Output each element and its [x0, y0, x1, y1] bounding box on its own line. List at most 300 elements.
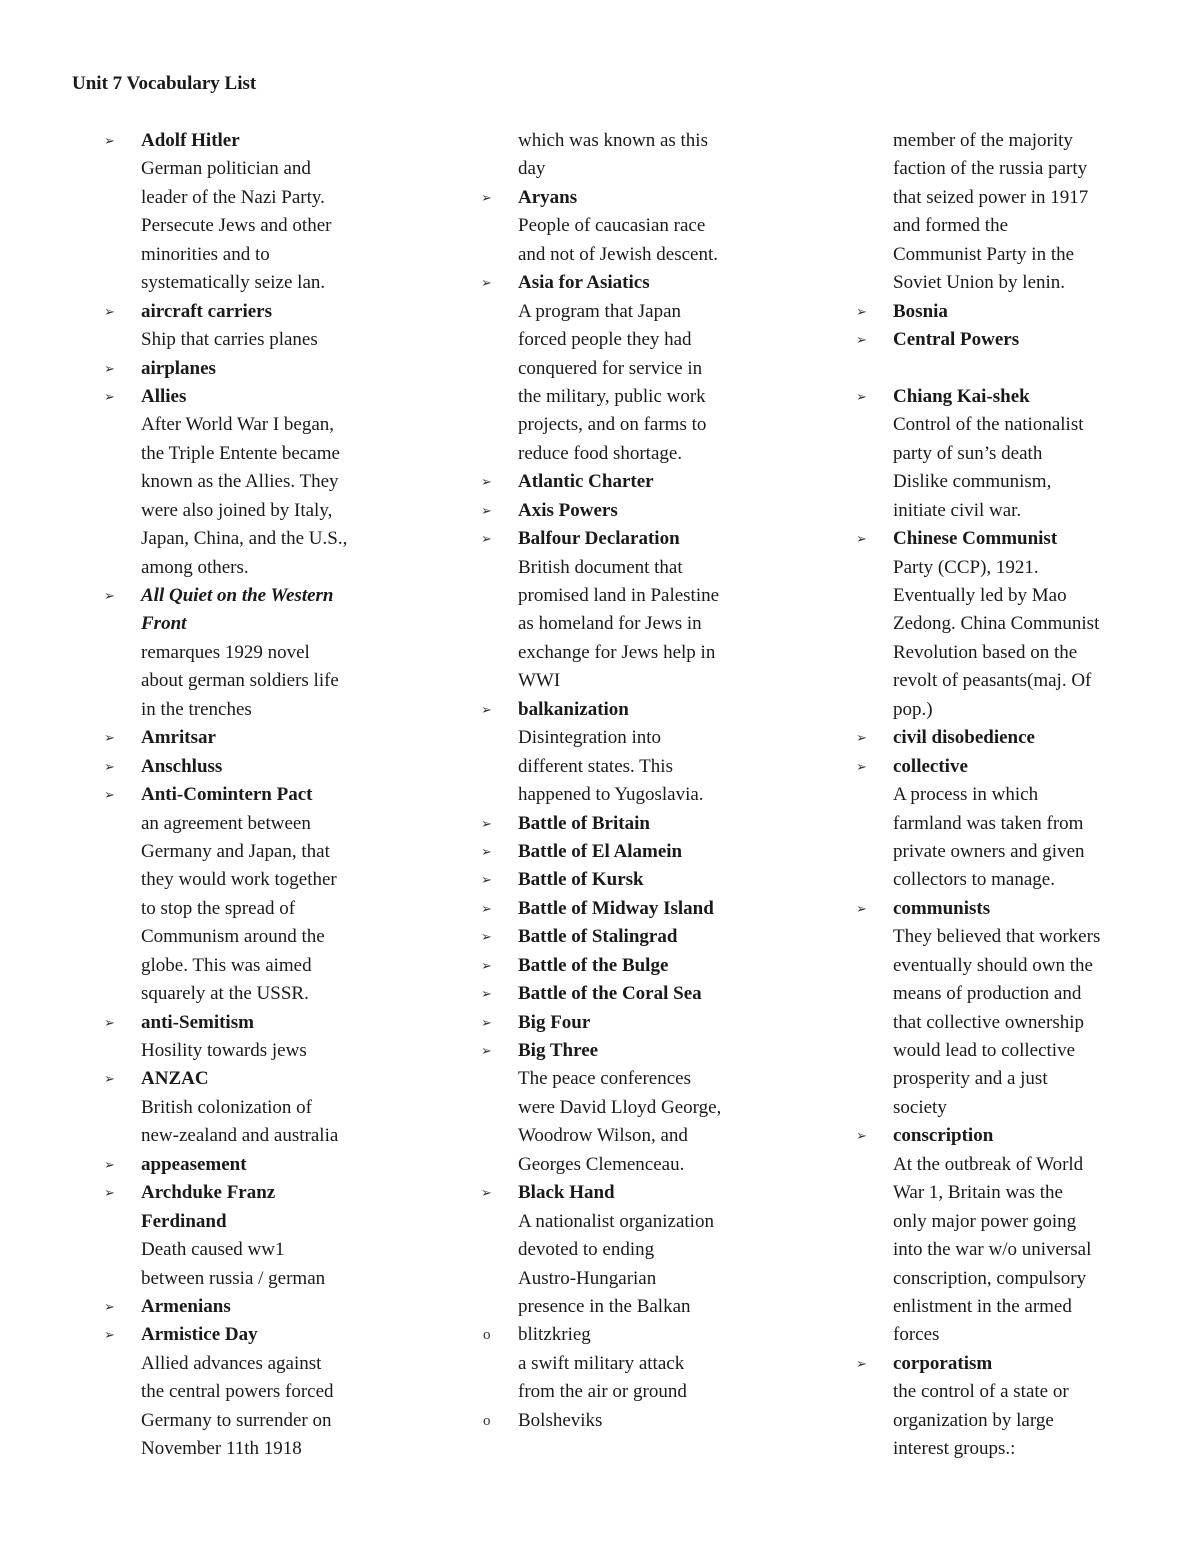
vocab-definition-text: squarely at the USSR.: [141, 983, 309, 1005]
vocab-list-item: [481, 497, 731, 525]
vocab-line: [856, 1378, 1106, 1406]
vocab-line: [481, 411, 731, 439]
arrow-bullet-icon: ➢: [104, 1156, 115, 1172]
vocab-list-item: [104, 1179, 354, 1207]
vocab-definition-text: happened to Yugoslavia.: [518, 784, 704, 806]
vocab-definition-text: Germany and Japan, that: [141, 840, 330, 862]
vocab-line: [104, 980, 354, 1008]
vocab-line: [856, 1293, 1106, 1321]
page-title: Unit 7 Vocabulary List: [72, 73, 257, 94]
vocab-definition-text: Zedong. China Communist: [893, 613, 1100, 635]
arrow-bullet-icon: ➢: [104, 133, 115, 148]
vocab-term: Armistice Day: [141, 1324, 258, 1346]
vocab-line: [856, 1321, 1106, 1349]
vocab-line: [856, 639, 1106, 667]
vocab-line: [104, 866, 354, 894]
vocab-term: Atlantic Charter: [518, 471, 654, 493]
vocab-list-item: [104, 298, 354, 326]
vocab-column-3: [856, 127, 1106, 1464]
vocab-term: ANZAC: [141, 1068, 209, 1090]
vocab-list-item: [104, 781, 354, 809]
vocab-line: [104, 411, 354, 439]
vocab-list-item: [856, 1122, 1106, 1150]
arrow-bullet-icon: ➢: [104, 303, 115, 319]
vocab-definition-text: leader of the Nazi Party.: [141, 186, 325, 208]
vocab-definition-text: society: [893, 1096, 947, 1118]
vocab-definition-text: an agreement between: [141, 812, 311, 834]
vocab-list-item: [481, 923, 731, 951]
vocab-line: [104, 1094, 354, 1122]
vocab-term: Central Powers: [893, 329, 1020, 351]
vocab-list-item: [481, 838, 731, 866]
vocab-list-item: [481, 866, 731, 894]
vocab-definition-text: eventually should own the: [893, 954, 1093, 976]
vocab-line: [104, 639, 354, 667]
circle-bullet-icon: o: [483, 1327, 491, 1344]
vocab-definition-text: Persecute Jews and other: [141, 215, 332, 237]
vocab-term: Front: [141, 613, 187, 635]
vocab-definition-text: new-zealand and australia: [141, 1125, 339, 1147]
vocab-line: [481, 1293, 731, 1321]
vocab-line: [856, 1236, 1106, 1264]
vocab-line: [104, 1378, 354, 1406]
arrow-bullet-icon: ➢: [481, 872, 492, 888]
arrow-bullet-icon: ➢: [481, 189, 492, 205]
arrow-bullet-icon: ➢: [856, 1128, 867, 1144]
vocab-definition-text: forced people they had: [518, 329, 692, 351]
vocab-line: [481, 155, 731, 183]
vocab-line: [856, 1265, 1106, 1293]
vocab-definition-text: different states. This: [518, 755, 673, 777]
vocab-list-item: [856, 1350, 1106, 1378]
arrow-bullet-icon: ➢: [104, 360, 115, 376]
vocab-line: [856, 1179, 1106, 1207]
vocab-definition-text: Death caused ww1: [141, 1239, 285, 1261]
vocab-line: [481, 326, 731, 354]
vocab-line: [104, 1265, 354, 1293]
vocab-list-item: [856, 298, 1106, 326]
vocab-term: corporatism: [893, 1352, 993, 1374]
arrow-bullet-icon: ➢: [104, 1071, 115, 1087]
arrow-bullet-icon: ➢: [481, 1185, 492, 1201]
vocab-list-item: [104, 1151, 354, 1179]
arrow-bullet-icon: ➢: [856, 531, 867, 547]
vocab-list-item: [856, 895, 1106, 923]
vocab-term: aircraft carriers: [141, 300, 272, 322]
vocab-definition-text: and not of Jewish descent.: [518, 243, 718, 265]
vocab-definition-text: reduce food shortage.: [518, 442, 683, 464]
vocab-list-item: [104, 724, 354, 752]
vocab-line: [856, 810, 1106, 838]
vocab-line: [481, 1236, 731, 1264]
vocab-line: [856, 127, 1106, 155]
vocab-definition-text: the control of a state or: [893, 1381, 1069, 1403]
vocab-line: [104, 838, 354, 866]
arrow-bullet-icon: ➢: [104, 730, 115, 746]
arrow-bullet-icon: ➢: [481, 474, 492, 490]
vocab-line: [856, 781, 1106, 809]
vocab-definition-text: revolt of peasants(maj. Of: [893, 670, 1092, 692]
vocab-line: [104, 610, 354, 638]
vocab-list-item: [856, 383, 1106, 411]
arrow-bullet-icon: ➢: [856, 900, 867, 916]
arrow-bullet-icon: ➢: [856, 1355, 867, 1371]
vocab-line: [104, 241, 354, 269]
vocab-line: [481, 1065, 731, 1093]
vocab-list-item: [104, 1293, 354, 1321]
vocab-list-item: [481, 1009, 731, 1037]
vocab-column-1: [104, 127, 354, 1464]
vocab-line: [856, 497, 1106, 525]
vocab-list-item: [481, 895, 731, 923]
vocab-line: [481, 1094, 731, 1122]
vocab-definition-text: which was known as this: [518, 130, 708, 151]
vocab-list-item: [481, 810, 731, 838]
vocab-definition-text: They believed that workers: [893, 926, 1101, 948]
vocab-line: [481, 127, 731, 155]
vocab-line: [104, 895, 354, 923]
vocab-line: [856, 923, 1106, 951]
vocab-line: [104, 155, 354, 183]
vocab-list-item: [856, 753, 1106, 781]
vocab-definition-text: a swift military attack: [518, 1352, 685, 1374]
vocab-term: Chiang Kai-shek: [893, 385, 1030, 407]
vocab-line: [856, 241, 1106, 269]
vocab-definition-text: means of production and: [893, 983, 1082, 1005]
vocab-definition-text: British colonization of: [141, 1096, 312, 1118]
vocab-term: All Quiet on the Western: [141, 585, 334, 606]
vocab-list-item: [481, 1037, 731, 1065]
vocab-definition-text: Germany to surrender on: [141, 1409, 332, 1431]
vocab-term: Aryans: [518, 186, 578, 208]
vocab-term: Axis Powers: [518, 499, 618, 521]
vocab-definition-text: only major power going: [893, 1210, 1077, 1232]
vocab-line: [104, 1037, 354, 1065]
vocab-line: [481, 610, 731, 638]
vocab-term: Archduke Franz: [141, 1182, 276, 1204]
vocab-line: [481, 355, 731, 383]
vocab-definition-text: and formed the: [893, 215, 1009, 237]
vocab-definition-text: as homeland for Jews in: [518, 613, 702, 635]
vocab-line: [104, 923, 354, 951]
vocab-line: [104, 667, 354, 695]
vocab-line: [104, 1236, 354, 1264]
vocab-definition-text: enlistment in the armed: [893, 1295, 1072, 1317]
vocab-definition-text: collectors to manage.: [893, 869, 1055, 891]
vocab-line: [104, 1407, 354, 1435]
vocab-term: Battle of the Coral Sea: [518, 983, 702, 1005]
vocab-term: Big Three: [518, 1040, 599, 1061]
vocab-column-2: [481, 127, 731, 1435]
vocab-line: [856, 212, 1106, 240]
vocab-term: Battle of the Bulge: [518, 954, 669, 976]
vocab-term: appeasement: [141, 1153, 247, 1175]
arrow-bullet-icon: ➢: [481, 986, 492, 1002]
vocab-line: [481, 582, 731, 610]
vocab-definition-text: interest groups.:: [893, 1438, 1016, 1460]
vocab-term: Armenians: [141, 1295, 231, 1317]
vocab-line: [856, 184, 1106, 212]
vocab-list-item: [481, 269, 731, 297]
vocab-term: civil disobedience: [893, 727, 1035, 749]
vocab-definition-text: WWI: [518, 670, 561, 692]
vocab-line: [856, 980, 1106, 1008]
vocab-list-item: [481, 1407, 731, 1435]
vocab-line: [104, 212, 354, 240]
vocab-definition-text: the central powers forced: [141, 1381, 334, 1403]
vocab-line: [104, 1122, 354, 1150]
vocab-definition-text: Woodrow Wilson, and: [518, 1125, 688, 1147]
vocab-line: [856, 1208, 1106, 1236]
vocab-term: Anschluss: [141, 755, 223, 777]
arrow-bullet-icon: ➢: [481, 1043, 492, 1058]
vocab-term: Allies: [141, 385, 187, 407]
vocab-line: [104, 1435, 354, 1463]
vocab-definition-text: Ship that carries planes: [141, 329, 318, 351]
vocab-definition-text: War 1, Britain was the: [893, 1182, 1063, 1204]
vocab-definition-text: that seized power in 1917: [893, 186, 1089, 208]
vocab-line: [104, 184, 354, 212]
vocab-list-item: [856, 724, 1106, 752]
vocab-list-item: [481, 952, 731, 980]
vocab-list-item: [104, 1321, 354, 1349]
vocab-definition-text: devoted to ending: [518, 1239, 655, 1261]
arrow-bullet-icon: ➢: [481, 275, 492, 291]
vocab-list-item: [481, 1179, 731, 1207]
vocab-line: [481, 554, 731, 582]
vocab-list-item: [856, 525, 1106, 553]
arrow-bullet-icon: ➢: [104, 1014, 115, 1030]
vocab-line: [104, 1350, 354, 1378]
vocab-definition-text: Soviet Union by lenin.: [893, 272, 1066, 294]
vocab-line: [481, 440, 731, 468]
vocab-line: [104, 440, 354, 468]
vocab-definition-text: initiate civil war.: [893, 499, 1022, 521]
vocab-list-item: [856, 326, 1106, 354]
vocab-term: Chinese Communist: [893, 528, 1058, 550]
vocab-definition-text: Party (CCP), 1921.: [893, 556, 1039, 578]
vocab-definition-text: they would work together: [141, 869, 337, 891]
vocab-line: [481, 1208, 731, 1236]
vocab-definition-text: exchange for Jews help in: [518, 641, 716, 663]
vocab-line: [481, 1265, 731, 1293]
vocab-definition-text: Control of the nationalist: [893, 414, 1084, 436]
vocab-definition-text: blitzkrieg: [518, 1324, 591, 1346]
vocab-definition-text: the Triple Entente became: [141, 442, 340, 464]
vocab-definition-text: Japan, China, and the U.S.,: [141, 528, 348, 550]
vocab-line: [856, 952, 1106, 980]
vocab-definition-text: Austro-Hungarian: [518, 1267, 657, 1289]
vocab-definition-text: British document that: [518, 556, 683, 578]
vocab-definition-text: globe. This was aimed: [141, 954, 312, 976]
vocab-term: anti-Semitism: [141, 1011, 254, 1033]
vocab-line: [104, 1208, 354, 1236]
vocab-line: [856, 355, 1106, 383]
vocab-definition-text: minorities and to: [141, 243, 270, 265]
vocab-definition-text: party of sun’s death: [893, 442, 1043, 464]
vocab-definition-text: were also joined by Italy,: [141, 499, 333, 521]
vocab-definition-text: day: [518, 158, 546, 180]
vocab-line: [104, 525, 354, 553]
vocab-line: [856, 269, 1106, 297]
vocab-line: [856, 1065, 1106, 1093]
vocab-definition-text: Disintegration into: [518, 727, 662, 749]
arrow-bullet-icon: ➢: [104, 588, 115, 603]
vocab-definition-text: in the trenches: [141, 698, 252, 720]
vocab-definition-text: projects, and on farms to: [518, 414, 707, 436]
vocab-term: Big Four: [518, 1011, 591, 1033]
vocab-line: [104, 554, 354, 582]
vocab-definition-text: The peace conferences: [518, 1068, 691, 1090]
vocab-line: [856, 1407, 1106, 1435]
vocab-line: [104, 952, 354, 980]
vocab-definition-text: Communist Party in the: [893, 243, 1075, 265]
arrow-bullet-icon: ➢: [481, 900, 492, 916]
vocab-line: [104, 696, 354, 724]
vocab-term: collective: [893, 755, 968, 777]
vocab-definition-text: A program that Japan: [518, 300, 682, 322]
vocab-definition-text: from the air or ground: [518, 1381, 687, 1403]
arrow-bullet-icon: ➢: [104, 787, 115, 803]
vocab-definition-text: farmland was taken from: [893, 812, 1084, 834]
vocab-definition-text: Bolsheviks: [518, 1409, 603, 1431]
vocab-line: [481, 753, 731, 781]
vocab-definition-text: organization by large: [893, 1409, 1054, 1431]
vocab-term: airplanes: [141, 357, 216, 379]
vocab-definition-text: A process in which: [893, 784, 1039, 806]
vocab-line: [856, 554, 1106, 582]
vocab-line: [856, 1037, 1106, 1065]
vocab-list-item: [104, 582, 354, 610]
vocab-line: [481, 298, 731, 326]
arrow-bullet-icon: ➢: [481, 502, 492, 518]
arrow-bullet-icon: ➢: [856, 388, 867, 404]
vocab-list-item: [104, 355, 354, 383]
arrow-bullet-icon: ➢: [856, 303, 867, 319]
arrow-bullet-icon: ➢: [856, 758, 867, 774]
vocab-term: Black Hand: [518, 1182, 615, 1204]
vocab-line: [104, 326, 354, 354]
vocab-line: [481, 781, 731, 809]
circle-bullet-icon: o: [483, 1412, 491, 1429]
vocab-line: [104, 497, 354, 525]
vocab-line: [856, 1435, 1106, 1463]
vocab-definition-text: German politician and: [141, 158, 311, 180]
arrow-bullet-icon: ➢: [481, 843, 492, 859]
vocab-line: [856, 866, 1106, 894]
vocab-definition-text: Hosility towards jews: [141, 1040, 307, 1061]
arrow-bullet-icon: ➢: [856, 332, 867, 348]
vocab-definition-text: Dislike communism,: [893, 471, 1052, 493]
vocab-definition-text: Eventually led by Mao: [893, 585, 1067, 606]
arrow-bullet-icon: ➢: [481, 815, 492, 831]
vocab-line: [856, 610, 1106, 638]
vocab-definition-text: member of the majority: [893, 130, 1073, 151]
arrow-bullet-icon: ➢: [481, 929, 492, 945]
vocab-line: [856, 1094, 1106, 1122]
vocab-definition-text: Revolution based on the: [893, 641, 1078, 663]
vocab-definition-text: among others.: [141, 556, 249, 578]
vocab-line: [856, 440, 1106, 468]
vocab-definition-text: pop.): [893, 698, 933, 720]
vocab-definition-text: private owners and given: [893, 840, 1085, 862]
arrow-bullet-icon: ➢: [481, 701, 492, 717]
vocab-line: [856, 468, 1106, 496]
vocab-definition-text: People of caucasian race: [518, 215, 706, 237]
vocab-list-item: [481, 980, 731, 1008]
vocab-list-item: [104, 383, 354, 411]
vocab-definition-text: were David Lloyd George,: [518, 1096, 722, 1118]
vocab-line: [104, 468, 354, 496]
vocab-line: [481, 241, 731, 269]
vocab-term: Anti-Comintern Pact: [141, 784, 313, 806]
vocab-definition-text: that collective ownership: [893, 1011, 1084, 1033]
vocab-term: Battle of Stalingrad: [518, 926, 678, 948]
arrow-bullet-icon: ➢: [481, 531, 492, 547]
vocab-definition-text: After World War I began,: [141, 414, 335, 436]
vocab-definition-text: conscription, compulsory: [893, 1267, 1087, 1289]
vocab-definition-text: into the war w/o universal: [893, 1239, 1092, 1261]
vocab-line: [856, 582, 1106, 610]
vocab-definition-text: Communism around the: [141, 926, 325, 948]
vocab-term: balkanization: [518, 698, 629, 720]
vocab-term: Bosnia: [893, 300, 948, 322]
vocab-list-item: [481, 1321, 731, 1349]
vocab-definition-text: to stop the spread of: [141, 897, 296, 919]
vocab-definition-text: At the outbreak of World: [893, 1153, 1084, 1175]
vocab-definition-text: A nationalist organization: [518, 1210, 714, 1232]
vocab-line: [481, 212, 731, 240]
vocab-list-item: [481, 525, 731, 553]
arrow-bullet-icon: ➢: [104, 388, 115, 404]
vocab-term: Amritsar: [141, 727, 216, 749]
vocab-term: Asia for Asiatics: [518, 272, 650, 294]
vocab-line: [481, 667, 731, 695]
arrow-bullet-icon: ➢: [481, 1014, 492, 1030]
vocab-list-item: [104, 127, 354, 155]
vocab-definition-text: known as the Allies. They: [141, 471, 339, 493]
vocab-definition-text: systematically seize lan.: [141, 272, 326, 294]
vocab-list-item: [104, 753, 354, 781]
vocab-definition-text: prosperity and a just: [893, 1068, 1048, 1090]
vocab-list-item: [481, 184, 731, 212]
vocab-line: [481, 1378, 731, 1406]
vocab-definition-text: about german soldiers life: [141, 670, 339, 692]
arrow-bullet-icon: ➢: [104, 1327, 115, 1343]
vocab-list-item: [481, 696, 731, 724]
vocab-list-item: [481, 468, 731, 496]
vocab-definition-text: conquered for service in: [518, 357, 703, 379]
vocab-term: Battle of Midway Island: [518, 897, 714, 919]
vocab-list-item: [104, 1065, 354, 1093]
vocab-definition-text: November 11th 1918: [141, 1438, 302, 1460]
vocab-definition-text: presence in the Balkan: [518, 1295, 691, 1317]
arrow-bullet-icon: ➢: [104, 758, 115, 774]
vocab-line: [481, 724, 731, 752]
vocab-line: [481, 1122, 731, 1150]
vocab-term: communists: [893, 897, 991, 919]
vocab-line: [104, 269, 354, 297]
vocab-line: [856, 155, 1106, 183]
vocab-term: Battle of El Alamein: [518, 840, 683, 862]
vocab-line: [481, 383, 731, 411]
vocab-line: [481, 1350, 731, 1378]
vocab-line: [481, 1151, 731, 1179]
vocab-definition-text: Georges Clemenceau.: [518, 1153, 685, 1175]
vocab-definition-text: promised land in Palestine: [518, 585, 720, 606]
vocab-term: Battle of Britain: [518, 812, 650, 834]
arrow-bullet-icon: ➢: [856, 730, 867, 746]
